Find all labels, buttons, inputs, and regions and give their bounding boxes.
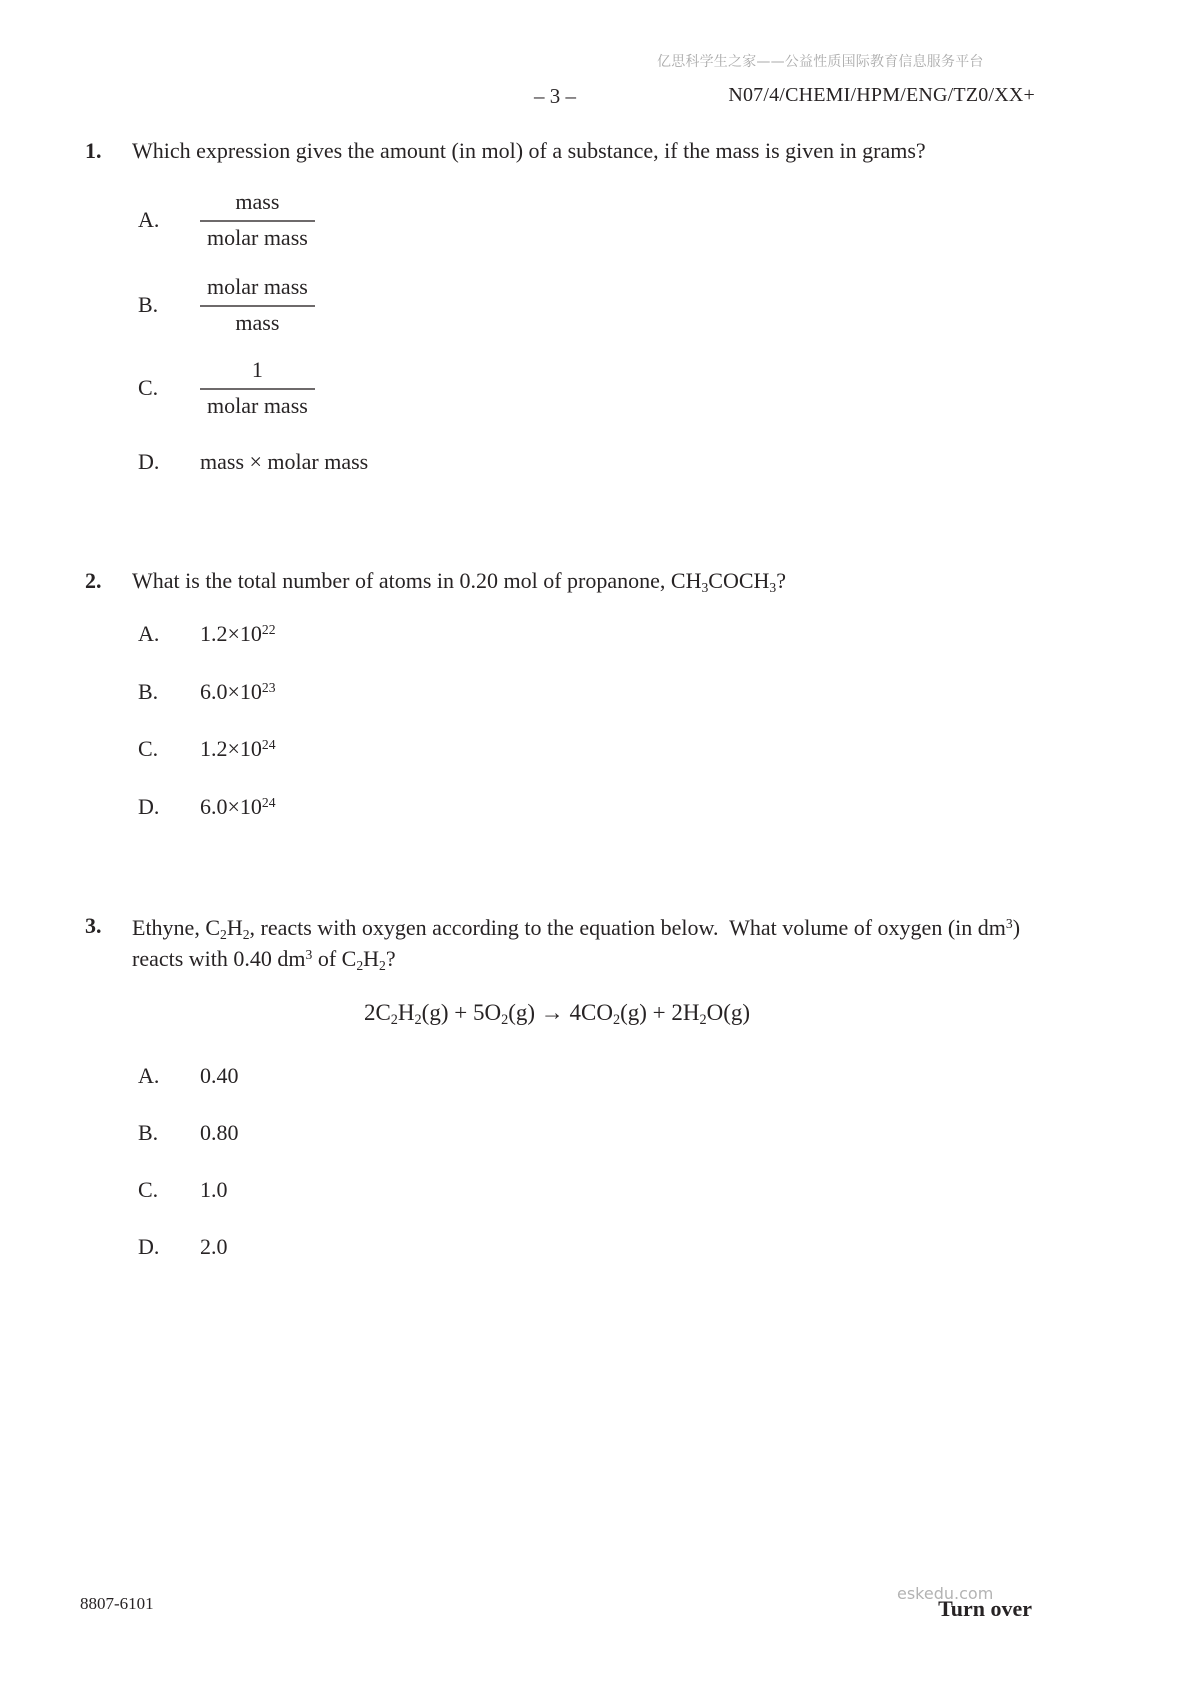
option-value: 2.0 (200, 1234, 228, 1259)
option-letter: A. (138, 207, 160, 233)
option-letter: C. (138, 375, 159, 401)
option-letter: D. (138, 449, 160, 474)
fraction-denominator: molar mass (200, 220, 315, 251)
option-value: $6.0\times 10^{23}$ (200, 679, 276, 704)
option-value: 0.40 (200, 1063, 239, 1088)
header-watermark: 亿思科学生之家——公益性质国际教育信息服务平台 (657, 54, 984, 70)
option-letter: A. (138, 1063, 160, 1088)
question-2-number: 2. (85, 568, 102, 593)
fraction (200, 274, 315, 337)
chemical-equation: $2C_2H_2(g) + 5O_2(g) \to 4CO_2(g) + 2H_2O(g)$ (363, 1000, 751, 1028)
fraction (200, 357, 315, 420)
question-2-option-c (138, 735, 276, 763)
fraction-denominator: molar mass (200, 388, 315, 419)
question-3-number: 3. (85, 913, 102, 938)
option-letter: D. (138, 1234, 160, 1259)
fraction-denominator: mass (200, 305, 315, 336)
question-1-option-c (138, 357, 315, 420)
option-value: $6.0\times 10^{24}$ (200, 794, 276, 819)
turn-over-label: Turn over (938, 1596, 1032, 1621)
paper-code: N07/4/CHEMI/HPM/ENG/TZ0/XX+ (728, 84, 1035, 106)
fraction-numerator: molar mass (207, 274, 308, 299)
question-1-text: Which expression gives the amount (in mol) of a substance, if the mass is given in grams? (132, 138, 926, 163)
footer-watermark: eskedu.com (897, 1584, 994, 1603)
option-value: mass × molar mass (200, 449, 369, 474)
question-2-option-d (138, 793, 276, 821)
question-3-option-d (138, 1233, 228, 1261)
question-2-option-b (138, 678, 276, 706)
question-3-text-line-1: Ethyne, $C_2H_2$, reacts with oxygen according to the equation below. What volume of oxygen (in $dm^3$) (132, 915, 1021, 942)
option-letter: A. (138, 621, 160, 646)
option-value: 0.80 (200, 1120, 239, 1145)
option-letter: B. (138, 1120, 159, 1145)
option-letter: B. (138, 292, 159, 318)
question-2-text: What is the total number of atoms in 0.20 mol of propanone, $CH_3COCH_3$? (132, 568, 786, 595)
option-value: $1.2\times 10^{22}$ (200, 621, 276, 646)
question-1-option-b (138, 274, 315, 337)
fraction (200, 189, 315, 252)
option-letter: B. (138, 679, 159, 704)
question-1-option-a (138, 189, 315, 252)
option-value: 1.0 (200, 1177, 228, 1202)
page-number: – 3 – (534, 84, 576, 108)
question-3-option-a (138, 1062, 239, 1090)
option-letter: C. (138, 736, 159, 761)
option-letter: C. (138, 1177, 159, 1202)
question-1-option-d (138, 448, 368, 476)
question-3-text-line-2: reacts with 0.40 $dm^3$ of $C_2H_2$? (132, 946, 396, 973)
question-2-option-a (138, 620, 276, 648)
question-1-number: 1. (85, 138, 102, 163)
option-value: $1.2\times 10^{24}$ (200, 736, 276, 761)
question-3-option-c (138, 1176, 228, 1204)
fraction-numerator: mass (235, 189, 280, 214)
question-3-text (132, 912, 1047, 974)
option-letter: D. (138, 794, 160, 819)
fraction-numerator: 1 (251, 357, 263, 382)
question-3-option-b (138, 1119, 239, 1147)
document-code: 8807-6101 (80, 1594, 154, 1613)
